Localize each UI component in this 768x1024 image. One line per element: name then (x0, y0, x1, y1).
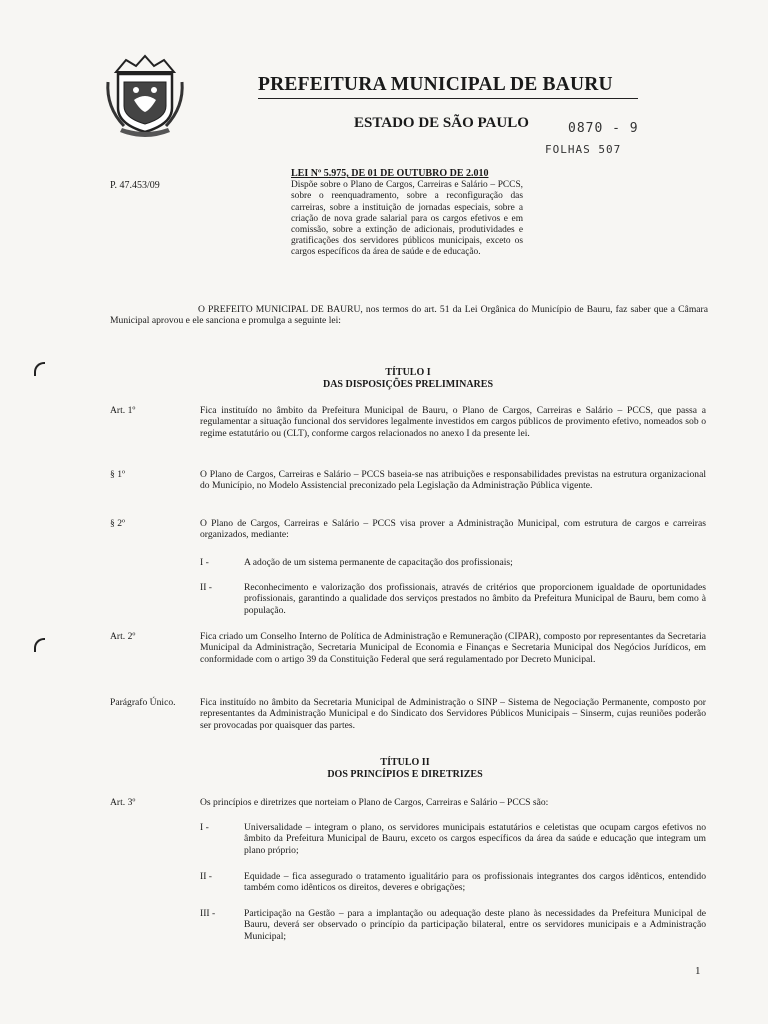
title-2-number: TÍTULO II (380, 757, 430, 768)
law-summary: Dispõe sobre o Plano de Cargos, Carreiras e Salário – PCCS, sobre o reenquadramento, sobre a reconfiguração das carreiras, sobre a instituição de jornadas especiais, sobre a criação de nova grade salarial para os cargos efetivos e em comissão, sobre a extinção de adicionais, produtividades e gratificações dos servidores públicos municipais, exceto os cargos específicos da área de saúde e de educação. (291, 180, 523, 258)
art3-item-3-text: Participação na Gestão – para a implantação ou adequação deste plano às necessidades da Prefeitura Municipal de Bauru, deverá ser observado o princípio da participação bilateral, entre os servidores municipais e a Administração Municipal; (244, 908, 706, 942)
title-1-name: DAS DISPOSIÇÕES PRELIMINARES (322, 379, 494, 390)
page-number: 1 (695, 965, 701, 977)
par2-item-1-label: I - (200, 557, 209, 568)
header-title: PREFEITURA MUNICIPAL DE BAURU (258, 74, 638, 99)
process-number: P. 47.453/09 (110, 180, 160, 191)
title-1-heading (258, 367, 558, 391)
handwritten-number: 0870 - 9 (568, 121, 639, 136)
art3-item-3-label: III - (200, 908, 216, 919)
art1-label: Art. 1º (110, 405, 136, 416)
par2-text: O Plano de Cargos, Carreiras e Salário – PCCS visa prover a Administração Municipal, com estrutura de cargos e carreiras organizados, mediante: (200, 518, 706, 541)
par2-item-2-label: II - (200, 582, 212, 593)
art3-item-2-label: II - (200, 871, 212, 882)
title-1-number: TÍTULO I (385, 367, 431, 378)
art3-text: Os princípios e diretrizes que norteiam o Plano de Cargos, Carreiras e Salário – PCCS são: (200, 797, 549, 808)
art3-item-1-text: Universalidade – integram o plano, os servidores municipais estatutários e celetistas que ocupam cargos efetivos no âmbito da Prefeitura Municipal de Bauru, exceto os cargos específicos da área da saúde e educação que integram um plano próprio; (244, 822, 706, 856)
par1-label: § 1º (110, 469, 125, 480)
par1-text: O Plano de Cargos, Carreiras e Salário – PCCS baseia-se nas atribuições e responsabilidades previstas na estrutura organizacional do Município, no Modelo Assistencial preconizado pela Legislação da Administração Pública vigente. (200, 469, 706, 492)
par2-item-1-text: A adoção de um sistema permanente de capacitação dos profissionais; (244, 557, 513, 568)
par2-label: § 2º (110, 518, 125, 529)
paragrafo-unico-label: Parágrafo Único. (110, 697, 176, 708)
punch-hole-mark (34, 638, 45, 652)
law-block (291, 168, 523, 259)
paragrafo-unico-text: Fica instituído no âmbito da Secretaria Municipal de Administração o SINP – Sistema de Negociação Permanente, composto por representantes da Administração Municipal e do Sindicato dos Servidores Públicos Municipais – Sinserm, cujas reuniões poderão ser provocadas por quaisquer das partes. (200, 697, 706, 731)
art2-label: Art. 2º (110, 631, 136, 642)
preamble: O PREFEITO MUNICIPAL DE BAURU, nos termos do art. 51 da Lei Orgânica do Município de Bauru, faz saber que a Câmara Municipal aprovou e ele sanciona e promulga a seguinte lei: (110, 304, 708, 327)
header-state: ESTADO DE SÃO PAULO (354, 115, 529, 131)
punch-hole-mark (34, 362, 45, 376)
art3-item-2-text: Equidade – fica assegurado o tratamento igualitário para os profissionais integrantes dos cargos idênticos, entendido também como idênticos os direitos, deveres e obrigações; (244, 871, 706, 894)
art3-item-1-label: I - (200, 822, 209, 833)
handwritten-folhas: FOLHAS 507 (545, 143, 622, 156)
title-2-name: DOS PRINCÍPIOS E DIRETRIZES (327, 769, 483, 780)
art1-text: Fica instituído no âmbito da Prefeitura Municipal de Bauru, o Plano de Cargos, Carreiras e Salário – PCCS, que passa a regulamentar a situação funcional dos servidores legalmente investidos em cargos públicos de provimento efetivo, nomeados sob o regime estatutário ou (CLT), conforme cargos relacionados no anexo I da presente lei. (200, 405, 706, 439)
law-title: LEI Nº 5.975, DE 01 DE OUTUBRO DE 2.010 (291, 168, 489, 179)
title-2-heading (255, 757, 555, 781)
municipal-coat-of-arms (104, 52, 186, 138)
art3-label: Art. 3º (110, 797, 136, 808)
art2-text: Fica criado um Conselho Interno de Política de Administração e Remuneração (CIPAR), composto por representantes da Secretaria Municipal da Administração, Secretaria Municipal de Economia e Finanças e Secretaria Municipal dos Negócios Jurídicos, em conformidade com o artigo 39 da Constituição Federal que será regulamentado por Decreto Municipal. (200, 631, 706, 665)
par2-item-2-text: Reconhecimento e valorização dos profissionais, através de critérios que proporcionem igualdade de oportunidades profissionais, garantindo a qualidade dos serviços prestados no âmbito da Prefeitura Municipal de Bauru, bem como à população. (244, 582, 706, 616)
